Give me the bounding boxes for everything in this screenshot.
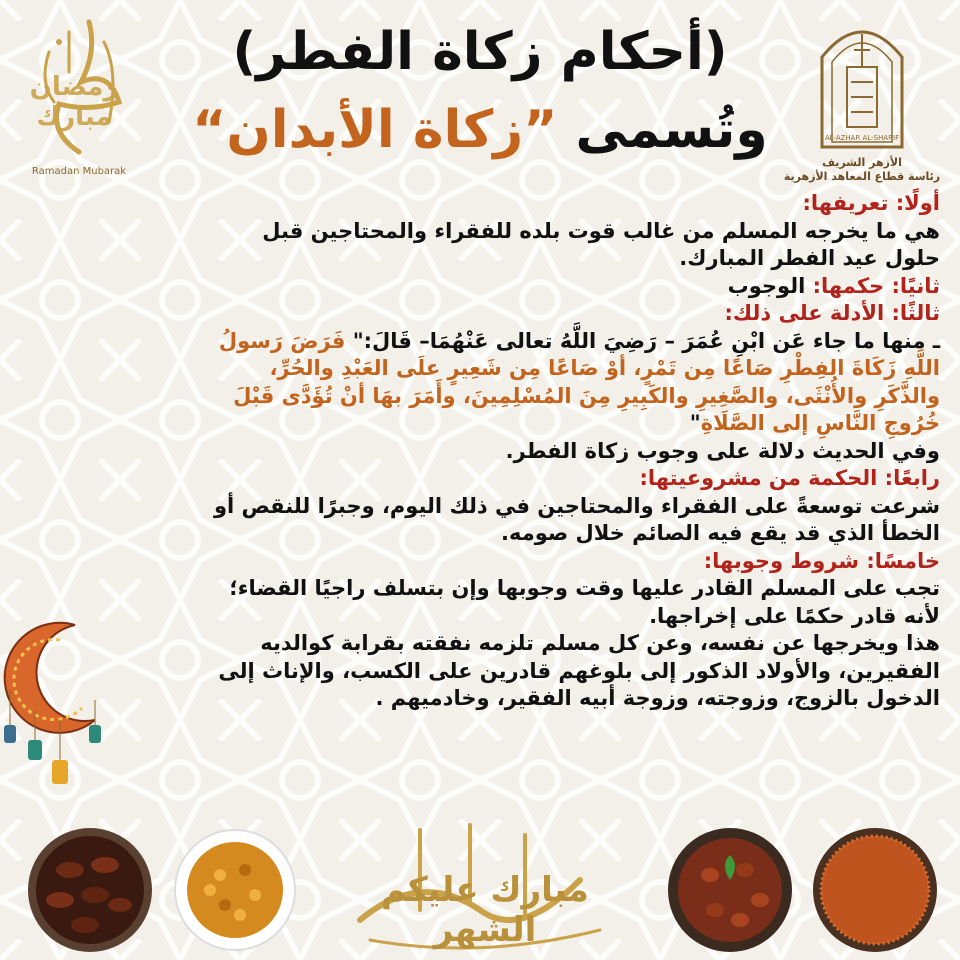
subtitle-highlight: ”زكاة الأبدان“ xyxy=(192,100,558,160)
evidence-intro: ـ منها ما جاء عَن ابْنِ عُمَرَ – رَضِيَ اللَّهُ تعالى عَنْهُمَا– قَالَ:" xyxy=(352,328,940,353)
crescent-lanterns-decoration xyxy=(0,600,120,800)
conditions-text-2: هذا ويخرجها عن نفسه، وعن كل مسلم تلزمه نفقته بقرابة كوالديه الفقيرين، والأولاد الذكور إلى بلوغهم قادرين على الكسب، والإناث إلى الدخول بالزوج، وزوجته، وزوجة أبيه الفقير، وخادميهم . xyxy=(218,631,940,710)
al-azhar-caption: الأزهر الشريف xyxy=(822,156,902,169)
footer-calligraphy-text: مبارك عليكم الشهر xyxy=(381,870,589,950)
ramadan-mubarak-caption: Ramadan Mubarak xyxy=(31,166,127,177)
page-title: (أحكام زكاة الفطر) xyxy=(232,22,728,82)
page-subtitle xyxy=(170,98,790,162)
conditions-heading: خامسًا: شروط وجوبها: xyxy=(703,548,940,573)
conditions-text-1: تجب على المسلم القادر عليها وقت وجوبها وإن بتسلف راجيًا القضاء؛ لأنه قادر حكمًا على إخراجها. xyxy=(229,576,940,628)
lentils-bowl-icon xyxy=(813,828,937,952)
subtitle-prefix: وتُسمى xyxy=(575,100,768,160)
wisdom-heading: رابعًا: الحكمة من مشروعيتها: xyxy=(639,466,940,490)
seal-text: AL-AZHAR AL-SHARIF xyxy=(824,134,900,142)
al-azhar-seal-icon xyxy=(807,12,917,152)
evidence-outro: وفي الحديث دلالة على وجوب زكاة الفطر. xyxy=(505,438,940,463)
ramadan-mubarak-logo xyxy=(14,12,144,177)
beans-bowl-icon xyxy=(668,828,792,952)
evidence-paragraph xyxy=(200,328,940,438)
raisins-bowl-icon xyxy=(175,830,295,950)
evidence-heading: ثالثًا: الأدلة على ذلك: xyxy=(724,301,940,325)
definition-heading: أولًا: تعريفها: xyxy=(802,191,940,215)
dates-bowl-icon xyxy=(28,828,152,952)
ruling-heading: ثانيًا: حكمها: xyxy=(812,273,940,298)
hadith-text: فَرَضَ رَسولُ اللَّهِ زَكَاةَ الفِطْرِ صَاعًا مِن تَمْرٍ، أوْ صَاعًا مِن شَعِيرٍ علَى العَبْدِ والحُرِّ، والذَّكَرِ والأُنْثَى، والصَّغِيرِ والكَبِيرِ مِنَ المُسْلِمِينَ، وأَمَرَ بهَا أنْ تُؤَدَّى قَبْلَ خُرُوجِ النَّاسِ إلى الصَّلَاةِ xyxy=(218,328,940,435)
institutes-caption: رئاسة قطاع المعاهد الأزهرية xyxy=(783,170,941,183)
al-azhar-logo xyxy=(782,12,942,184)
wisdom-text: شرعت توسعةً على الفقراء والمحتاجين في ذلك اليوم، وجبرًا للنقص أو الخطأ الذي قد يقع فيه الصائم خلال صومه. xyxy=(213,493,940,545)
definition-text: هي ما يخرجه المسلم من غالب قوت بلده للفقراء والمحتاجين قبل حلول عيد الفطر المبارك. xyxy=(262,218,940,270)
ramadan-calligraphy-text: رمضان مبارك xyxy=(29,72,119,132)
ruling-line xyxy=(200,273,940,301)
hadith-close: " xyxy=(689,411,701,435)
ruling-text: الوجوب xyxy=(727,273,806,298)
article-body xyxy=(200,190,940,810)
